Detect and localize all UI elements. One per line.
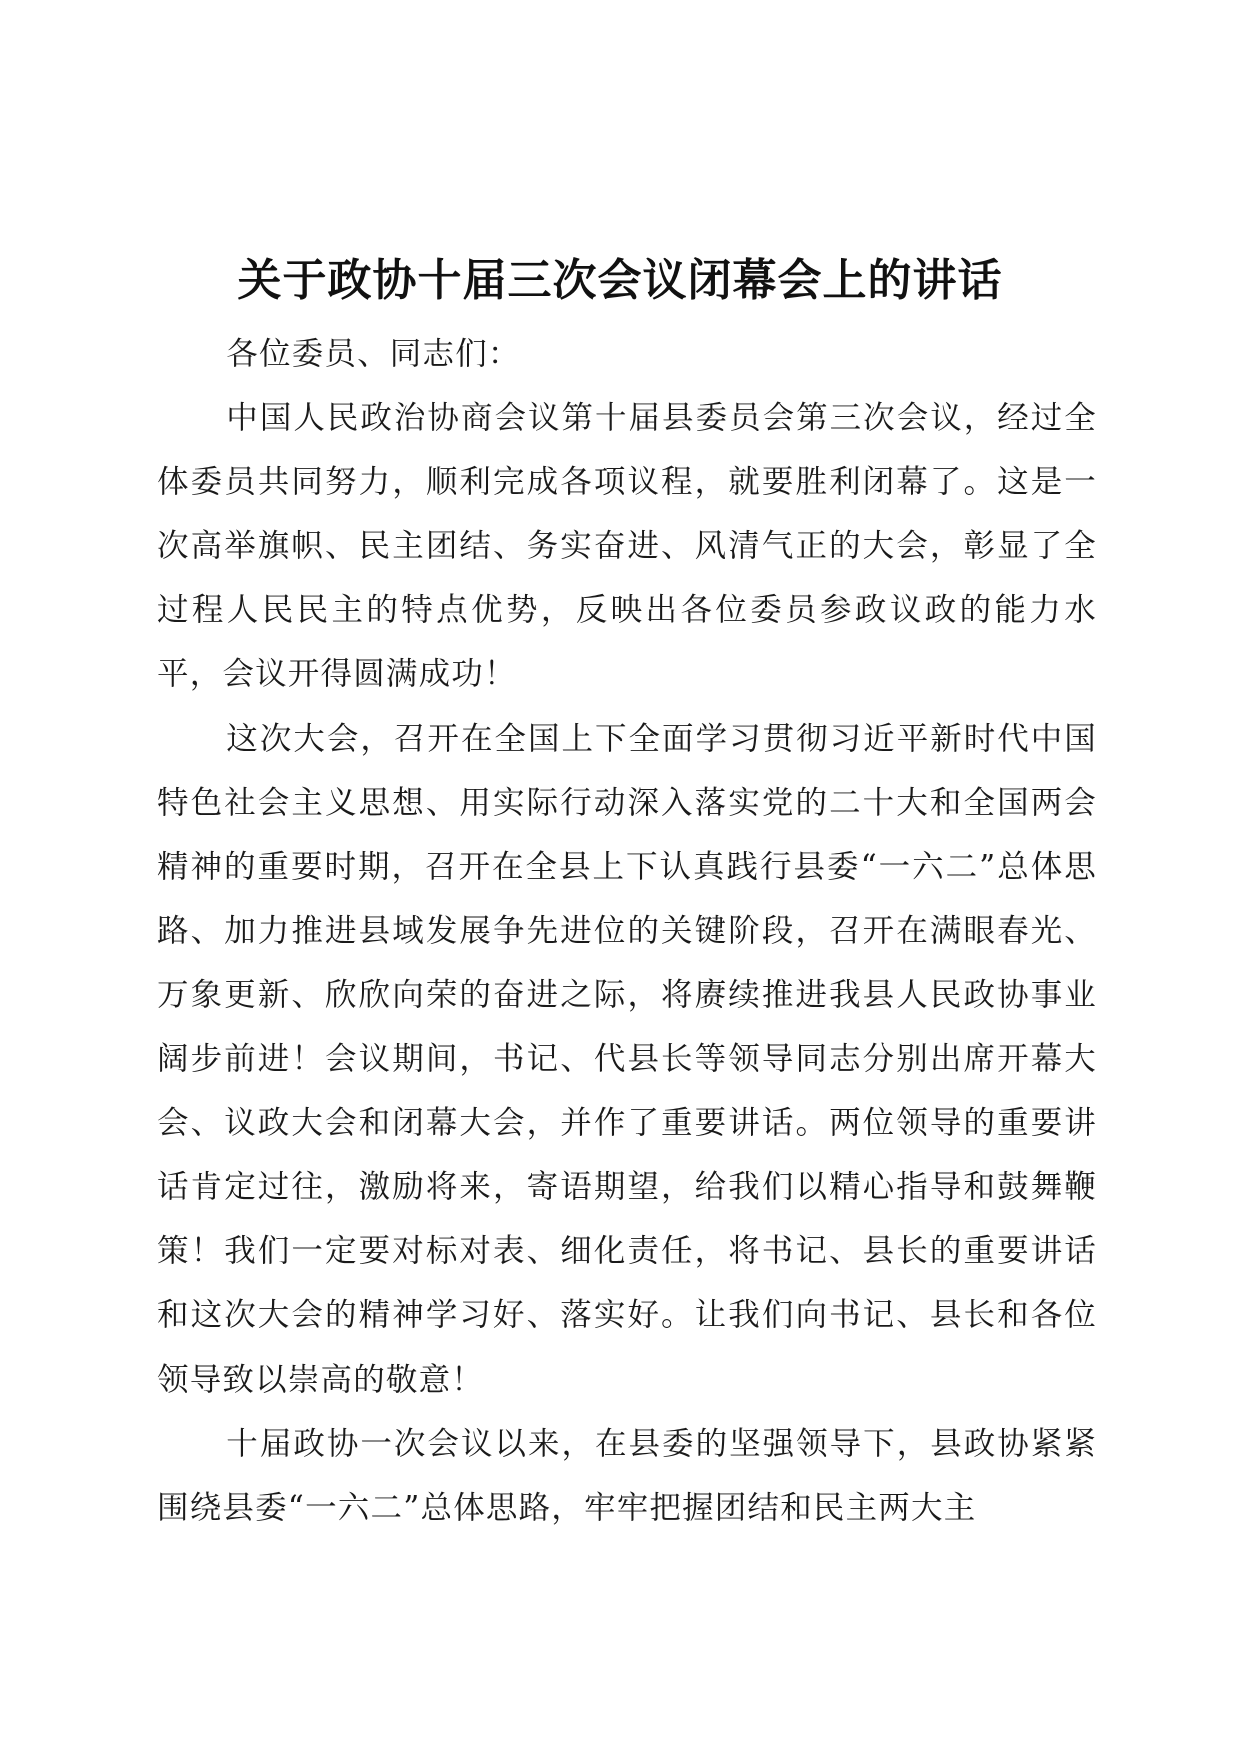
- document-title: 关于政协十届三次会议闭幕会上的讲话: [237, 255, 1003, 307]
- document-body: [157, 322, 1097, 1540]
- salutation: 各位委员、同志们：: [226, 336, 521, 372]
- paragraph-1: 中国人民政治协商会议第十届县委员会第三次会议，经过全体委员共同努力，顺利完成各项议程，就要胜利闭幕了。这是一次高举旗帜、民主团结、务实奋进、风清气正的大会，彰显了全过程人民民主的特点优势，反映出各位委员参政议政的能力水平，会议开得圆满成功！: [157, 400, 1097, 693]
- paragraph-3: 十届政协一次会议以来，在县委的坚强领导下，县政协紧紧围绕县委“一六二”总体思路，牢牢把握团结和民主两大主: [157, 1425, 1097, 1526]
- paragraph-2: 这次大会，召开在全国上下全面学习贯彻习近平新时代中国特色社会主义思想、用实际行动深入落实党的二十大和全国两会精神的重要时期，召开在全县上下认真践行县委“一六二”总体思路、加力推进县域发展争先进位的关键阶段，召开在满眼春光、万象更新、欣欣向荣的奋进之际，将赓续推进我县人民政协事业阔步前进！会议期间，书记、代县长等领导同志分别出席开幕大会、议政大会和闭幕大会，并作了重要讲话。两位领导的重要讲话肯定过往，激励将来，寄语期望，给我们以精心指导和鼓舞鞭策！我们一定要对标对表、细化责任，将书记、县长的重要讲话和这次大会的精神学习好、落实好。让我们向书记、县长和各位领导致以崇高的敬意！: [157, 720, 1097, 1398]
